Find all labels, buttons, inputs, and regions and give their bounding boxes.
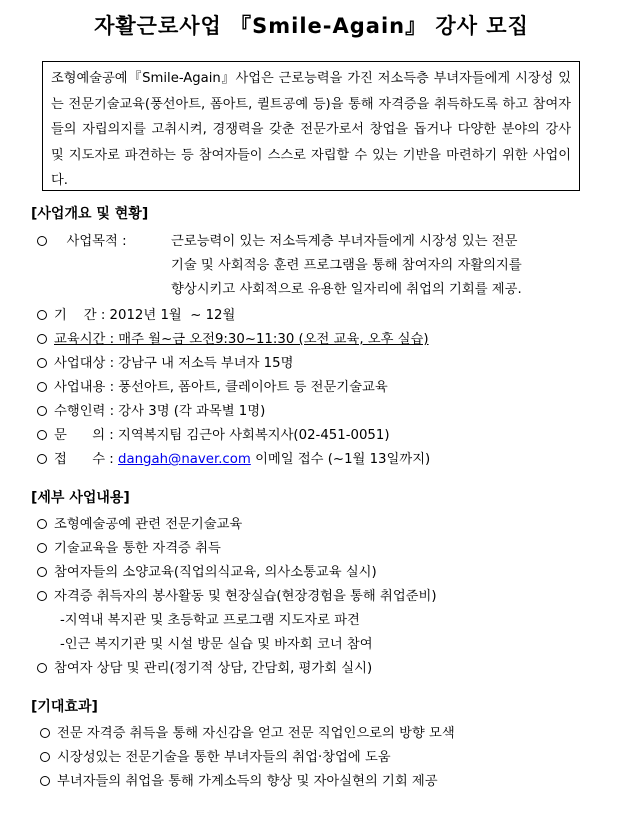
detail-item-text: 조형예술공예 관련 전문기술교육 <box>54 517 243 532</box>
hours-text: 교육시간 : 매주 월~금 오전9:30~11:30 (오전 교육, 오후 실습) <box>54 332 429 347</box>
overview-heading: [사업개요 및 현황] <box>31 206 149 222</box>
effect-item-text: 시장성있는 전문기술을 통한 부녀자들의 취업·창업에 도움 <box>57 750 391 765</box>
detail-sub-item: -인근 복지기관 및 시설 방문 실습 및 바자회 코너 참여 <box>60 637 373 652</box>
circle-bullet-icon <box>37 663 47 673</box>
circle-bullet-icon <box>37 543 47 553</box>
purpose-line-2: 기술 및 사회적응 훈련 프로그램을 통해 참여자의 자활의지를 <box>171 258 522 273</box>
circle-bullet-icon <box>40 728 50 738</box>
detail-item-text: 기술교육을 통한 자격증 취득 <box>54 541 221 556</box>
detail-item <box>37 657 372 676</box>
circle-bullet-icon <box>37 382 47 392</box>
circle-bullet-icon <box>37 454 47 464</box>
detail-item <box>37 561 377 580</box>
overview-receipt <box>37 448 430 467</box>
circle-bullet-icon <box>37 519 47 529</box>
detail-item-text: 자격증 취득자의 봉사활동 및 현장실습(현장경험을 통해 취업준비) <box>54 589 437 604</box>
target-text: 사업대상 : 강남구 내 저소득 부녀자 15명 <box>54 356 294 371</box>
purpose-line-3: 향상시키고 사회적으로 유용한 일자리에 취업의 기회를 제공. <box>171 282 522 297</box>
circle-bullet-icon <box>37 310 47 320</box>
purpose-label: 사업목적 : <box>66 234 127 249</box>
overview-period <box>37 304 235 323</box>
overview-purpose <box>37 230 127 249</box>
detail-item <box>37 537 221 556</box>
detail-sub-item: -지역내 복지관 및 초등학교 프로그램 지도자로 파견 <box>60 613 360 628</box>
detail-item <box>37 585 437 604</box>
circle-bullet-icon <box>40 752 50 762</box>
circle-bullet-icon <box>40 776 50 786</box>
overview-target <box>37 352 293 371</box>
circle-bullet-icon <box>37 236 47 246</box>
overview-contact <box>37 424 390 443</box>
purpose-line-1: 근로능력이 있는 저소득계층 부녀자들에게 시장성 있는 전문 <box>171 234 518 249</box>
overview-hours <box>37 328 429 347</box>
effect-item <box>40 722 455 741</box>
overview-staff <box>37 400 265 419</box>
period-text: 기 간 : 2012년 1월 ~ 12월 <box>54 308 236 323</box>
contact-text: 문 의 : 지역복지팀 김근아 사회복지사(02-451-0051) <box>54 428 390 443</box>
details-heading: [세부 사업내용] <box>31 490 130 506</box>
effect-item <box>40 770 438 789</box>
receipt-label: 접 수 : <box>54 452 114 467</box>
page-title: 자활근로사업 『Smile-Again』 강사 모집 <box>94 14 529 38</box>
intro-box: 조형예술공예『Smile-Again』사업은 근로능력을 가진 저소득층 부녀자들에게 시장성 있는 전문기술교육(풍선아트, 폼아트, 퀼트공예 등)을 통해 자격증을 취득하도록 하고 참여자들의 자립의지를 고취시켜, 경쟁력을 갖춘 전문가로서 창업을 돕거나 다양한 분야의 강사 및 지도자로 파견하는 등 참여자들이 스스로 자립할 수 있는 기반을 마련하기 위한 사업이다. <box>42 61 580 191</box>
detail-item-text: 참여자 상담 및 관리(정기적 상담, 간담회, 평가회 실시) <box>54 661 373 676</box>
detail-item-text: 참여자들의 소양교육(직업의식교육, 의사소통교육 실시) <box>54 565 377 580</box>
circle-bullet-icon <box>37 406 47 416</box>
content-text: 사업내용 : 풍선아트, 폼아트, 클레이아트 등 전문기술교육 <box>54 380 388 395</box>
detail-item <box>37 513 242 532</box>
circle-bullet-icon <box>37 567 47 577</box>
circle-bullet-icon <box>37 430 47 440</box>
effects-heading: [기대효과] <box>31 699 98 715</box>
effect-item <box>40 746 391 765</box>
email-link[interactable]: dangah@naver.com <box>118 452 251 467</box>
staff-text: 수행인력 : 강사 3명 (각 과목별 1명) <box>54 404 266 419</box>
effect-item-text: 부녀자들의 취업을 통해 가계소득의 향상 및 자아실현의 기회 제공 <box>57 774 438 789</box>
circle-bullet-icon <box>37 334 47 344</box>
overview-content <box>37 376 388 395</box>
circle-bullet-icon <box>37 591 47 601</box>
receipt-note: 이메일 접수 (~1월 13일까지) <box>255 452 431 467</box>
effect-item-text: 전문 자격증 취득을 통해 자신감을 얻고 전문 직업인으로의 방향 모색 <box>57 726 455 741</box>
circle-bullet-icon <box>37 358 47 368</box>
